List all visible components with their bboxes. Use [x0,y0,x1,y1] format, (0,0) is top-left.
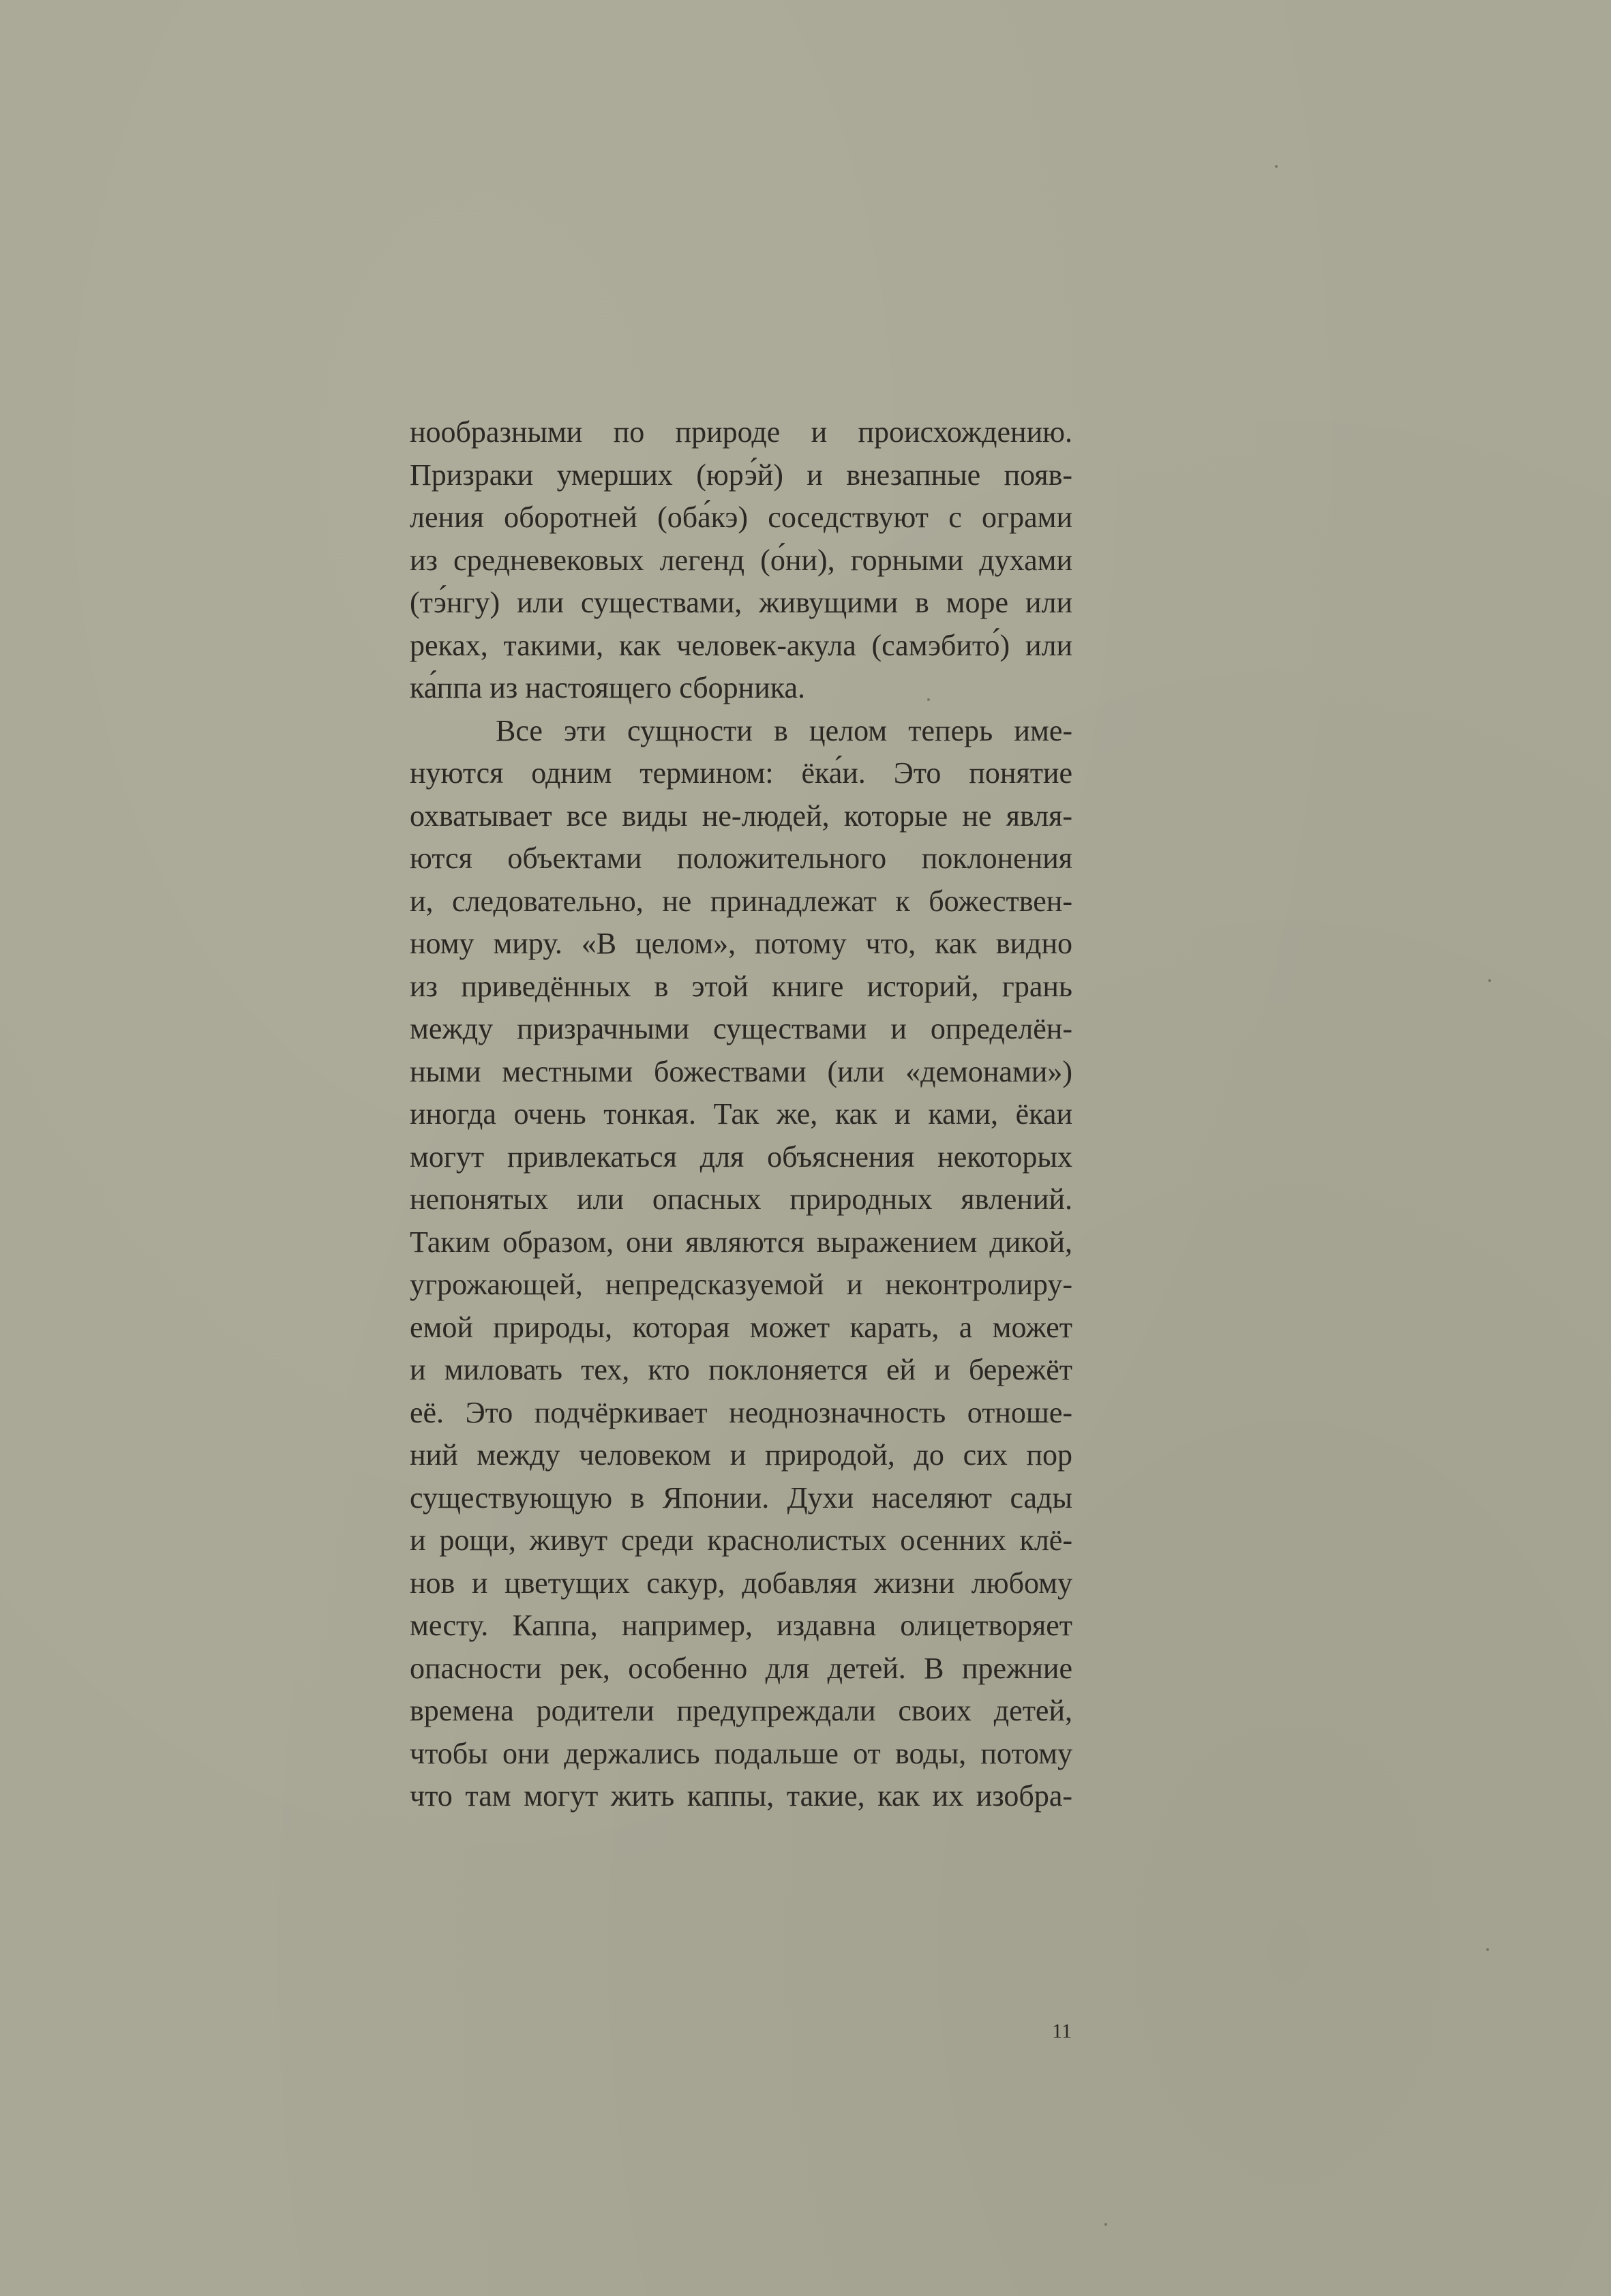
paper-speck [1104,2223,1107,2226]
text-line: реках, такими, как человек-акула (самэбито́) или [410,628,1072,662]
text-line: месту. Каппа, например, издавна олицетворяет [410,1609,1072,1642]
text-line: охватывает все виды не-людей, которые не явля- [410,799,1072,833]
text-line: нов и цветущих сакур, добавляя жизни любому [410,1566,1072,1600]
text-line: емой природы, которая может карать, а может [410,1310,1072,1344]
text-line: что там могут жить каппы, такие, как их изобра- [410,1779,1072,1813]
text-line: иногда очень тонкая. Так же, как и ками, ёкаи [410,1097,1072,1131]
text-line: существующую в Японии. Духи населяют сады [410,1480,1072,1515]
text-line: Таким образом, они являются выражением дикой, [410,1225,1072,1259]
text-line: ному миру. «В целом», потому что, как видно [410,927,1072,960]
text-line: ления оборотней (оба́кэ) соседствуют с ограми [410,501,1072,534]
text-line: времена родители предупреждали своих детей, [410,1694,1072,1727]
text-line: (тэ́нгу) или существами, живущими в море или [410,586,1072,619]
text-line: Все эти сущности в целом теперь име- [496,713,1072,747]
text-line: из приведённых в этой книге историй, грань [410,969,1072,1003]
text-line: чтобы они держались подальше от воды, потому [410,1736,1072,1770]
page-number: 11 [1052,2020,1072,2042]
text-line: ний между человеком и природой, до сих пор [410,1438,1072,1472]
text-line: нообразными по природе и происхождению. [410,415,1072,449]
text-line: её. Это подчёркивает неоднозначность отноше- [410,1395,1072,1429]
text-line: и, следовательно, не принадлежат к божествен- [410,884,1072,918]
text-line: Призраки умерших (юрэ́й) и внезапные появ- [410,458,1072,492]
text-line: ются объектами положительного поклонения [410,841,1072,875]
paper-speck [1275,165,1278,168]
text-line: между призрачными существами и определён- [410,1012,1072,1045]
text-line: могут привлекаться для объяснения некоторых [410,1139,1072,1174]
text-line: из средневековых легенд (о́ни), горными духами [410,543,1072,577]
paragraph-1 [410,411,1072,710]
paragraph-2 [410,710,1072,1818]
text-line: ными местными божествами (или «демонами») [410,1054,1072,1088]
text-line: угрожающей, непредсказуемой и неконтролиру- [410,1268,1072,1301]
text-line: и рощи, живут среди краснолистых осенних клё- [410,1523,1072,1557]
paper-speck [1488,979,1491,982]
body-text [410,411,1072,1818]
text-line: и миловать тех, кто поклоняется ей и бережёт [410,1353,1072,1386]
text-line: опасности рек, особенно для детей. В прежние [410,1651,1072,1685]
text-line: непонятых или опасных природных явлений. [410,1182,1072,1216]
text-line: нуются одним термином: ёка́и. Это понятие [410,756,1072,790]
paper-speck [1486,1948,1489,1951]
text-line: ка́ппа из настоящего сборника. [410,671,806,704]
